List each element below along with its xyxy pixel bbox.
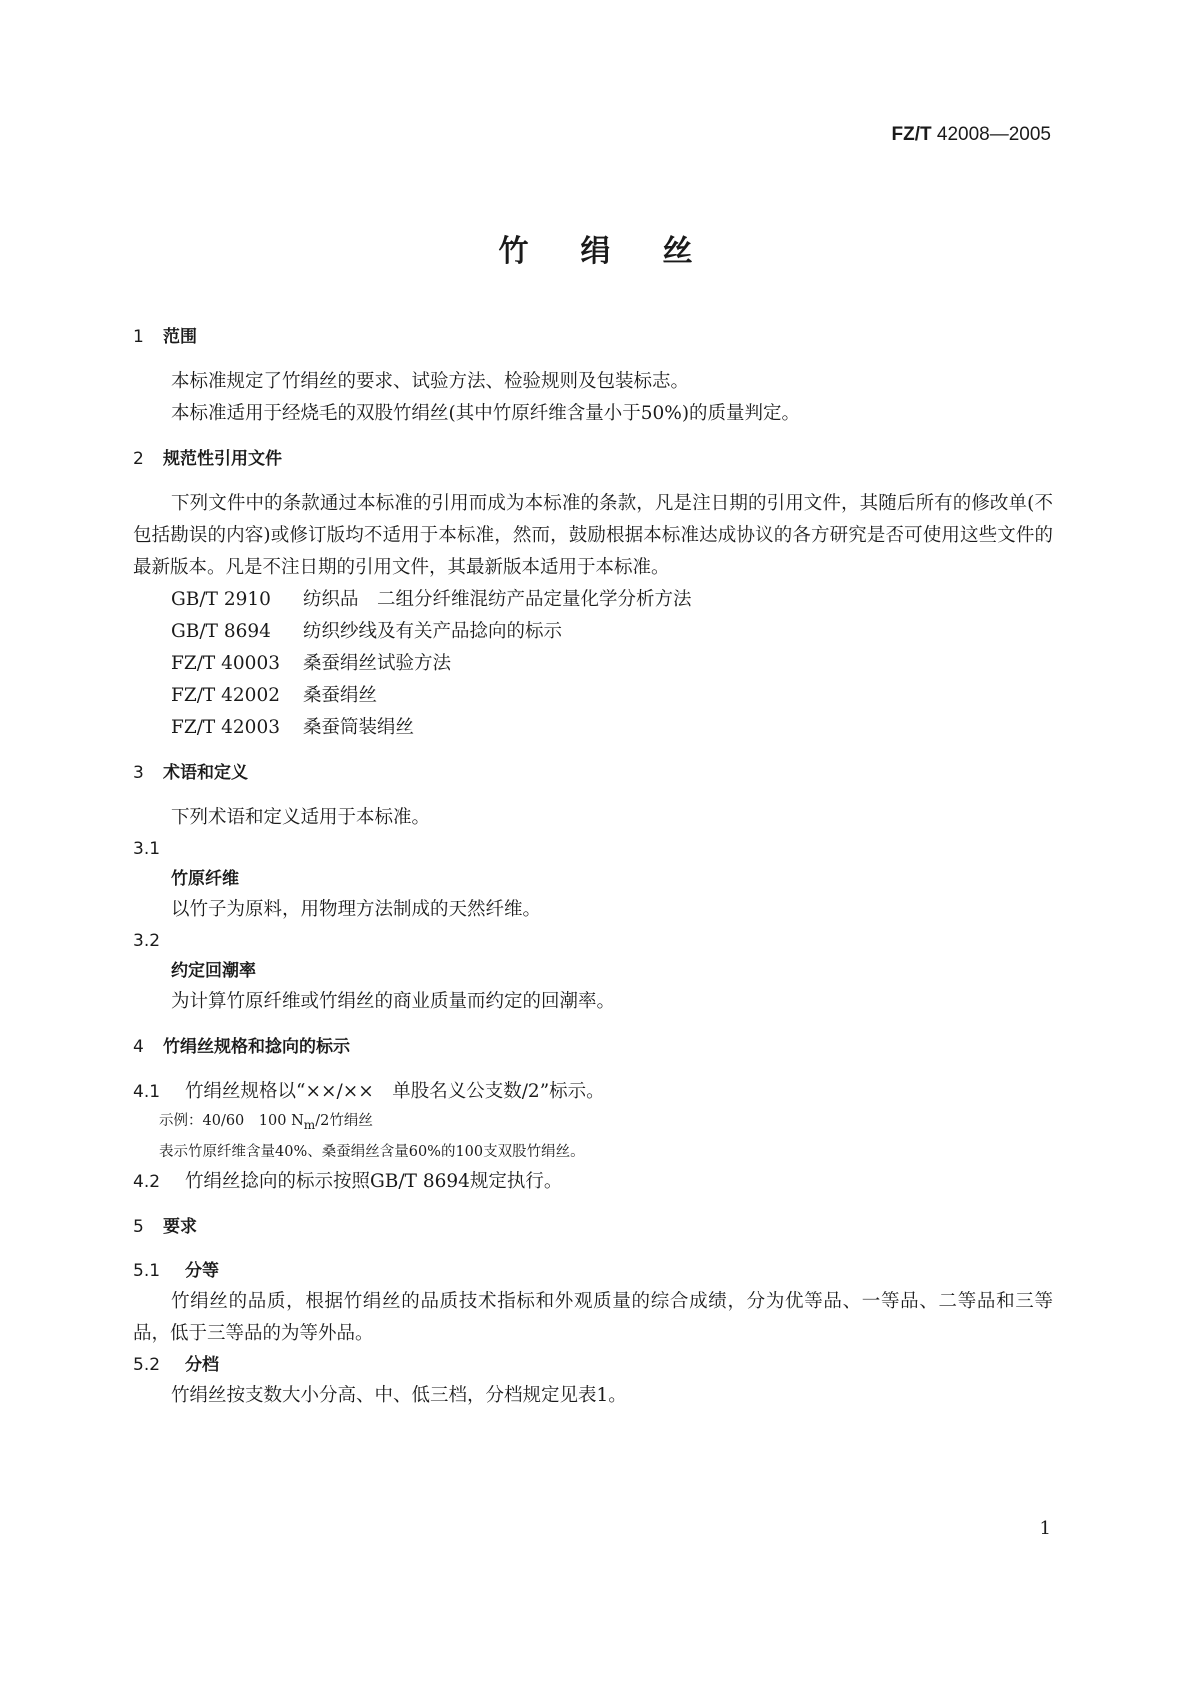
standard-code [892, 124, 1052, 146]
section-number: 1 [133, 327, 144, 347]
example-text-tail: /2竹绢丝 [315, 1113, 373, 1129]
section-number: 5 [133, 1216, 144, 1237]
term-definition: 以竹子为原料，用物理方法制成的天然纤维。 [171, 899, 542, 920]
clause-number: 4.1 [133, 1082, 161, 1102]
reference-code: GB/T 8694 [171, 621, 271, 642]
document-body [133, 322, 1053, 1412]
term-number: 3.1 [133, 839, 161, 859]
page-number: 1 [1039, 1518, 1051, 1539]
clause-text: 竹绢丝规格以“××/×× 单股名义公支数/2”标示。 [185, 1081, 605, 1102]
section-2-heading [133, 444, 1053, 474]
term-definition: 为计算竹原纤维或竹绢丝的商业质量而约定的回潮率。 [171, 991, 616, 1012]
subsection-title: 分档 [185, 1354, 219, 1375]
example-text: 示例：40/60 100 N [159, 1113, 304, 1129]
paragraph: 下列文件中的条款通过本标准的引用而成为本标准的条款，凡是注日期的引用文件，其随后所有的修改单(不包括勘误的内容)或修订版均不适用于本标准，然而，鼓励根据本标准达成协议的各方研究是否可使用这些文件的最新版本。凡是不注日期的引用文件，其最新版本适用于本标准。 [133, 493, 1053, 578]
reference-code: GB/T 2910 [171, 589, 271, 610]
paragraph: 本标准适用于经烧毛的双股竹绢丝(其中竹原纤维含量小于50%)的质量判定。 [171, 403, 801, 424]
standard-code-number: 42008—2005 [931, 124, 1051, 145]
example-explanation: 表示竹原纤维含量40%、桑蚕绢丝含量60%的100支双股竹绢丝。 [159, 1143, 585, 1160]
clause-number: 4.2 [133, 1171, 161, 1192]
reference-code: FZ/T 42003 [171, 717, 280, 738]
section-number: 3 [133, 763, 144, 783]
paragraph: 本标准规定了竹绢丝的要求、试验方法、检验规则及包装标志。 [171, 371, 690, 392]
subsection-title: 分等 [185, 1260, 219, 1281]
term-number: 3.2 [133, 931, 161, 951]
section-title: 术语和定义 [163, 763, 248, 783]
section-5-heading [133, 1212, 1053, 1242]
example-subscript: m [303, 1117, 316, 1132]
example-line [133, 1108, 1053, 1139]
reference-item [133, 616, 1053, 648]
section-title: 竹绢丝规格和捻向的标示 [163, 1037, 350, 1057]
paragraph: 竹绢丝按支数大小分高、中、低三档，分档规定见表1。 [171, 1384, 627, 1406]
reference-title: 纺织纱线及有关产品捻向的标示 [303, 621, 563, 642]
term-name: 竹原纤维 [171, 869, 239, 889]
standard-code-prefix: FZ/T [891, 124, 932, 145]
paragraph: 下列术语和定义适用于本标准。 [171, 807, 431, 828]
subsection-number: 5.1 [133, 1260, 161, 1281]
section-title: 范围 [163, 327, 197, 347]
reference-code: FZ/T 40003 [171, 653, 280, 674]
paragraph: 竹绢丝的品质，根据竹绢丝的品质技术指标和外观质量的综合成绩，分为优等品、一等品、二等品和三等品，低于三等品的为等外品。 [133, 1290, 1053, 1344]
reference-title: 纺织品 二组分纤维混纺产品定量化学分析方法 [303, 589, 692, 610]
reference-item [133, 648, 1053, 680]
section-number: 2 [133, 449, 144, 469]
reference-item [133, 680, 1053, 712]
clause-text: 竹绢丝捻向的标示按照GB/T 8694规定执行。 [185, 1170, 563, 1192]
subsection-5-1-heading [133, 1256, 1053, 1286]
clause-4-2 [133, 1166, 1053, 1198]
section-1-heading [133, 322, 1053, 352]
document-title: 竹绢丝 [498, 234, 745, 269]
reference-code: FZ/T 42002 [171, 685, 280, 706]
reference-item [133, 584, 1053, 616]
clause-4-1 [133, 1076, 1053, 1108]
section-title: 规范性引用文件 [163, 449, 282, 469]
subsection-5-2-heading [133, 1350, 1053, 1380]
section-title: 要求 [163, 1216, 197, 1237]
subsection-number: 5.2 [133, 1354, 161, 1375]
section-number: 4 [133, 1037, 144, 1057]
reference-title: 桑蚕绢丝 [303, 685, 378, 706]
reference-title: 桑蚕筒装绢丝 [303, 717, 415, 738]
reference-title: 桑蚕绢丝试验方法 [303, 653, 452, 674]
term-name: 约定回潮率 [171, 961, 256, 981]
section-4-heading [133, 1032, 1053, 1062]
section-3-heading [133, 758, 1053, 788]
reference-item [133, 712, 1053, 744]
